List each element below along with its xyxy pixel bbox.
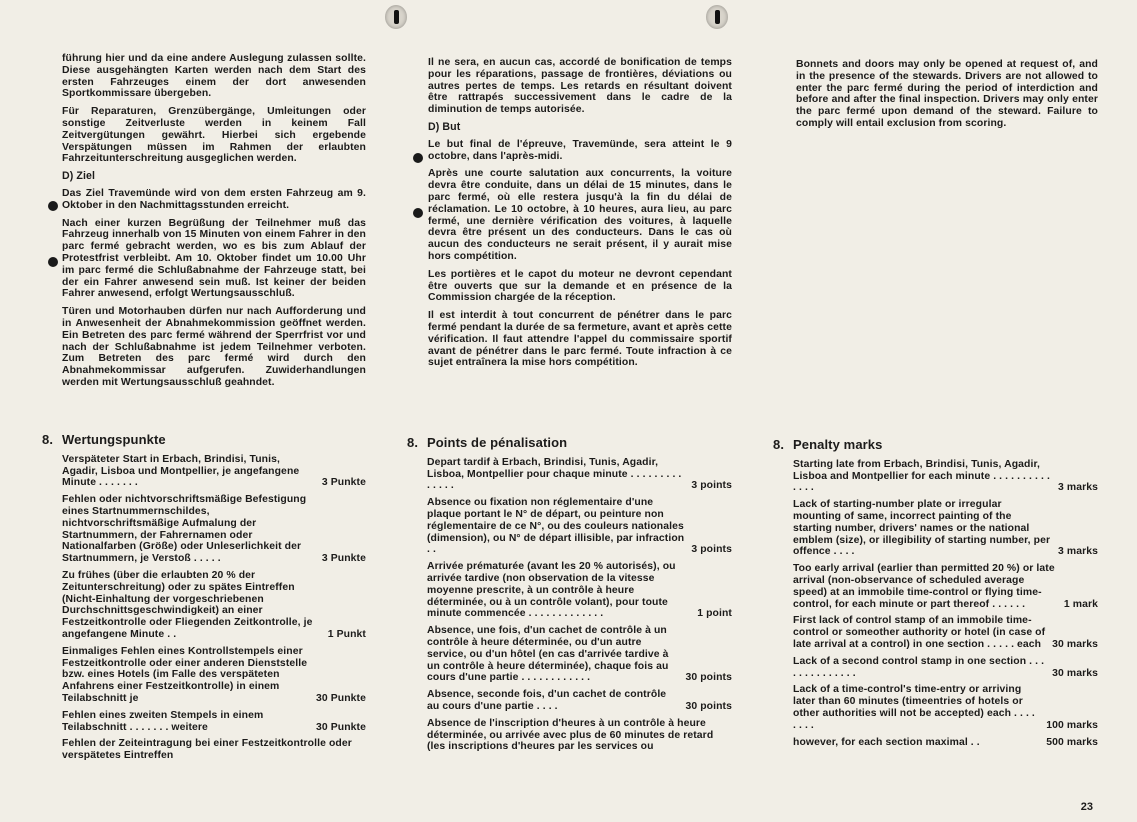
french-paragraph: Il ne sera, en aucun cas, accordé de bonification de temps pour les réparations, passage de frontières, déviations ou autres pertes de temps. Les retards en résultant doivent être rattrapés successivement dans le cadre de la diminution de temps autorisée. xyxy=(428,57,732,116)
french-paragraph: Le but final de l'épreuve, Travemünde, sera atteint le 9 octobre, dans l'après-midi. xyxy=(428,138,732,162)
german-column xyxy=(62,53,366,395)
penalty-item: Fehlen der Zeiteintragung bei einer Festzeitkontrolle oder verspätetes Eintreffen xyxy=(62,738,352,762)
penalty-item: Einmaliges Fehlen eines Kontrollstempels einer Festzeitkontrolle oder einer anderen Dienststelle bzw. eines Hotels (im Falle des verspäteten Anfahrens einer Festzeitkontrolle) in einem Teilabschnitt je 30 Punkte xyxy=(62,645,366,704)
penalty-item: however, for each section maximal . . 500 marks xyxy=(793,736,1098,748)
margin-bullet xyxy=(413,153,423,163)
german-paragraph: Für Reparaturen, Grenzübergänge, Umleitungen oder sonstige Zeitverluste werden in keinem Fall Zeitvergütungen gewährt. Hierbei sich ergebende Verspätungen müssen im Rahmen der erlaubten Fahrzeitunterschreitung ausgeglichen werden. xyxy=(62,106,366,165)
french-penalty-section xyxy=(407,437,732,758)
penalty-item: Zu frühes (über die erlaubten 20 % der Zeitunterschreitung) oder zu spätes Eintreffen (Nicht-Einhaltung der vorgeschriebenen Durchschnittsgeschwindigkeit) an einer Festzeitkontrolle oder Fliegenden Zeitkontrolle, je angefangene Minute . . 1 Punkt xyxy=(62,569,366,640)
penalty-item: Absence ou fixation non réglementaire d'une plaque portant le N° de départ, ou peinture non réglementaire de ce N°, ou des couleurs nationales (dimension), ou N° de départ illisible, par infraction . . 3 points xyxy=(427,497,732,556)
french-column xyxy=(428,57,732,375)
penalty-item: Arrivée prématurée (avant les 20 % autorisés), ou arrivée tardive (non observation de la vitesse moyenne prescrite, à un contrôle à heure déterminée, ou à un contrôle volant), pour toute minute commencée . . . . . . . . . . . . . 1 point xyxy=(427,561,732,620)
french-paragraph: Les portières et le capot du moteur ne devront cependant être ouverts que sur la demande et en présence de la Commission chargée de la réception. xyxy=(428,268,732,304)
french-subheading: D) But xyxy=(428,120,461,133)
penalty-item: Depart tardif à Erbach, Brindisi, Tunis, Agadir, Lisboa, Montpellier pour chaque minute . . . . . . . . . . . . . . 3 points xyxy=(427,456,732,492)
english-section-heading: 8. Penalty marks xyxy=(773,437,883,452)
french-paragraph: Il est interdit à tout concurrent de pénétrer dans le parc fermé pendant la durée de sa fermeture, avant et après cette vérification. Il faut attendre l'appel du commissaire sportif avant de pénétrer dans le parc fermé. Toute infraction à ce sujet entraînera la mise hors compétition. xyxy=(428,310,732,369)
penalty-item: First lack of control stamp of an immobile time-control or someother authority or hotel (in case of late arrival at a control) in one section . . . . . each 30 marks xyxy=(793,615,1098,650)
penalty-item: Lack of a time-control's time-entry or arriving later than 60 minutes (timeentries of hotels or other authorities will not be accepted) each . . . . . . . . 100 marks xyxy=(793,684,1098,731)
german-paragraph: Das Ziel Travemünde wird von dem ersten Fahrzeug am 9. Oktober in den Nachmittagsstunden erreicht. xyxy=(62,187,366,211)
penalty-item: Fehlen oder nichtvorschriftsmäßige Befestigung eines Startnummernschildes, nichtvorschriftsmäßige Aufmalung der Startnummern, der Fahrernamen oder Nationalfarben (Größe) oder Unleserlichkeit der Startnummern, je Verstoß . . . . . 3 Punkte xyxy=(62,494,366,565)
penalty-item: Absence, une fois, d'un cachet de contrôle à un contrôle à heure déterminée, ou d'un autre service, ou d'un hôtel (en cas d'arrivée tardive à un contrôle à heure déterminée), chaque fois au cours d'une partie . . . . . . . . . . . . 30 points xyxy=(427,625,732,684)
binder-hole-right xyxy=(706,5,728,29)
german-paragraph: führung hier und da eine andere Auslegung zulassen sollte. Diese ausgehängten Karten werden nach dem Start des ersten Fahrzeuges einem der dort anwesenden Sportkommissare übergeben. xyxy=(62,53,366,100)
french-section-title: Points de pénalisation xyxy=(427,435,568,450)
penalty-item: Verspäteter Start in Erbach, Brindisi, Tunis, Agadir, Lisboa und Montpellier, je angefangene Minute . . . . . . . 3 Punkte xyxy=(62,453,366,489)
english-penalty-section xyxy=(773,439,1098,753)
german-paragraph: Türen und Motorhauben dürfen nur nach Aufforderung und in Anwesenheit der Abnahmekommission geöffnet werden. Ein Betreten des parc fermé während der Sperrfrist vor und nach der Schlußabnahme ist jedem Teilnehmer verboten. Zum Betreten des parc fermé wird durch den Abnahmekommissar aufgerufen. Zuwiderhandlungen werden mit Wertungsausschluß geahndet. xyxy=(62,306,366,388)
german-section-title: Wertungspunkte xyxy=(62,432,166,447)
penalty-item: Starting late from Erbach, Brindisi, Tunis, Agadir, Lisboa and Montpellier for each minute . . . . . . . . . . . . . . 3 marks xyxy=(793,458,1098,494)
penalty-item: Lack of a second control stamp in one section . . . . . . . . . . . . . . 30 marks xyxy=(793,655,1098,679)
penalty-item: Absence, seconde fois, d'un cachet de contrôle au cours d'une partie . . . . 30 points xyxy=(427,689,732,712)
english-paragraph: Bonnets and doors may only be opened at request of, and in the presence of the stewards. Drivers are not allowed to enter the parc fermé during the period of interdiction and before and after the final inspection. Drivers may only enter the parc fermé upon demand of the steward. Failure to comply will entail exclusion from scoring. xyxy=(796,59,1098,129)
penalty-item: Too early arrival (earlier than permitted 20 %) or late arrival (non-observance of scheduled average speed) at an immobile time-control or flying time-control, for each minute or part thereof . . . . . . 1 mark xyxy=(793,563,1098,610)
french-paragraph: Après une courte salutation aux concurrents, la voiture devra être conduite, dans un délai de 15 minutes, dans le parc fermé, où elle restera jusqu'à la fin du délai de réclamation. Le 10 octobre, à 10 heures, aura lieu, au parc fermé, une dernière vérification des voitures, à laquelle devra être présent un des conducteurs. Dans le cas où aucun des conducteurs ne serait présent, il y aurait mise hors compétition. xyxy=(428,168,732,262)
french-section-heading: 8. Points de pénalisation xyxy=(407,435,568,450)
margin-bullet xyxy=(48,201,58,211)
margin-bullet xyxy=(413,208,423,218)
german-subheading: D) Ziel xyxy=(62,170,96,183)
penalty-item: Absence de l'inscription d'heures à un contrôle à heure déterminée, ou arrivée avec plus de 60 minutes de retard (les inscriptions d'heures par les services ou xyxy=(427,717,714,753)
binder-hole-left xyxy=(385,5,407,29)
english-column xyxy=(796,59,1098,136)
page-number: 23 xyxy=(1080,801,1093,813)
english-section-title: Penalty marks xyxy=(793,437,883,452)
penalty-item: Lack of starting-number plate or irregular mounting of same, incorrect painting of the starting number, drivers' names or the national emblem (size), or illegibility of starting number, per offence . . . . 3 marks xyxy=(793,499,1098,558)
penalty-item: Fehlen eines zweiten Stempels in einem Teilabschnitt . . . . . . . weitere 30 Punkte xyxy=(62,709,366,733)
german-section-heading: 8. Wertungspunkte xyxy=(42,432,166,447)
german-penalty-section xyxy=(42,434,366,767)
german-paragraph: Nach einer kurzen Begrüßung der Teilnehmer muß das Fahrzeug innerhalb von 15 Minuten von einem Fahrer in den parc fermé gebracht werden, wo es bis zum Ablauf der Protestfrist verbleibt. Am 10. Oktober findet um 10.00 Uhr im parc fermé die Schlußabnahme der Fahrzeuge statt, bei der ein Fahrer anwesend sein muß. Ist keiner der beiden Fahrer anwesend, erfolgt Wertungsausschluß. xyxy=(62,217,366,300)
margin-bullet xyxy=(48,257,58,267)
